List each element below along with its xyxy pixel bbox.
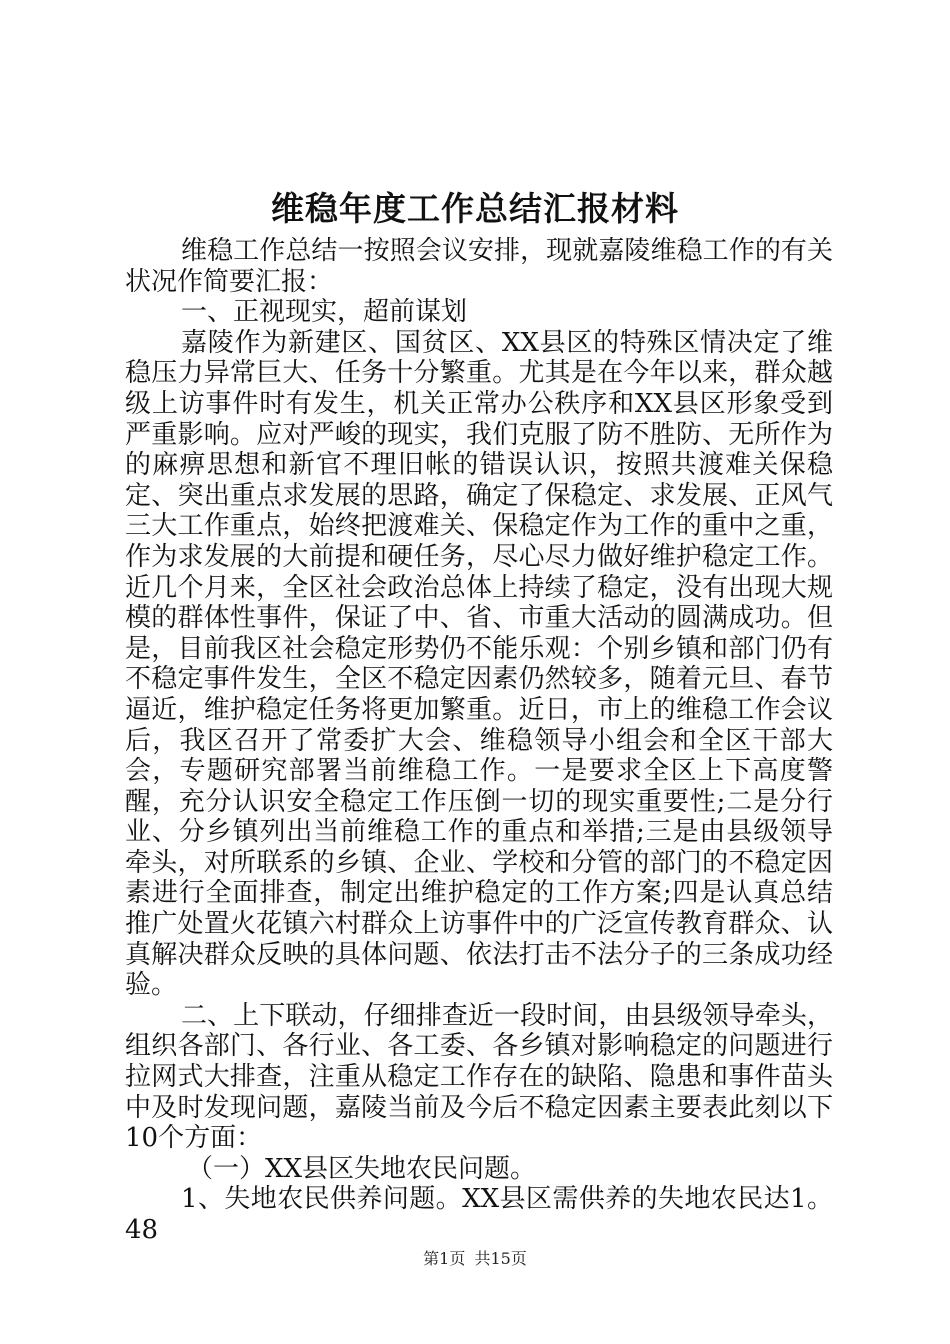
- paragraph-section-1: 嘉陵作为新建区、国贫区、XX县区的特殊区情决定了维稳压力异常巨大、任务十分繁重。尤其是在今年以来，群众越级上访事件时有发生，机关正常办公秩序和XX县区形象受到严重影响。应对严峻的现实，我们克服了防不胜防、无所作为的麻痹思想和新官不理旧帐的错误认识，按照共渡难关保稳定、突出重点求发展的思路，确定了保稳定、求发展、正风气三大工作重点，始终把渡难关、保稳定作为工作的重中之重，作为求发展的大前提和硬任务，尽心尽力做好维护稳定工作。近几个月来，全区社会政治总体上持续了稳定，没有出现大规模的群体性事件，保证了中、省、市重大活动的圆满成功。但是，目前我区社会稳定形势仍不能乐观：个别乡镇和部门仍有不稳定事件发生，全区不稳定因素仍然较多，随着元旦、春节逼近，维护稳定任务将更加繁重。近日，市上的维稳工作会议后，我区召开了常委扩大会、维稳领导小组会和全区干部大会，专题研究部署当前维稳工作。一是要求全区上下高度警醒，充分认识安全稳定工作压倒一切的现实重要性;二是分行业、分乡镇列出当前维稳工作的重点和举措;三是由县级领导牵头，对所联系的乡镇、企业、学校和分管的部门的不稳定因素进行全面排查，制定出维护稳定的工作方案;四是认真总结推广处置火花镇六村群众上访事件中的广泛宣传教育群众、认真解决群众反映的具体问题、依法打击不法分子的三条成功经验。: [125, 327, 833, 1001]
- page-number: 第1页: [423, 1249, 466, 1268]
- document-body: [125, 236, 833, 1246]
- subsection-heading-1: （一）XX县区失地农民问题。: [187, 1153, 537, 1184]
- paragraph-intro: 维稳工作总结一按照会议安排，现就嘉陵维稳工作的有关状况作简要汇报：: [125, 236, 833, 297]
- paragraph-section-2: 二、上下联动，仔细排查近一段时间，由县级领导牵头，组织各部门、各行业、各工委、各乡镇对影响稳定的问题进行拉网式大排查，注重从稳定工作存在的缺陷、隐患和事件苗头中及时发现问题，嘉陵当前及今后不稳定因素主要表此刻以下10个方面：: [125, 1000, 833, 1154]
- paragraph-item-1: 1、失地农民供养问题。XX县区需供养的失地农民达1。48: [125, 1184, 833, 1245]
- document-title: 维稳年度工作总结汇报材料: [271, 189, 679, 228]
- page-footer: [0, 1246, 950, 1269]
- section-heading-1: 一、正视现实，超前谋划: [181, 297, 468, 328]
- page-total: 共15页: [474, 1249, 527, 1268]
